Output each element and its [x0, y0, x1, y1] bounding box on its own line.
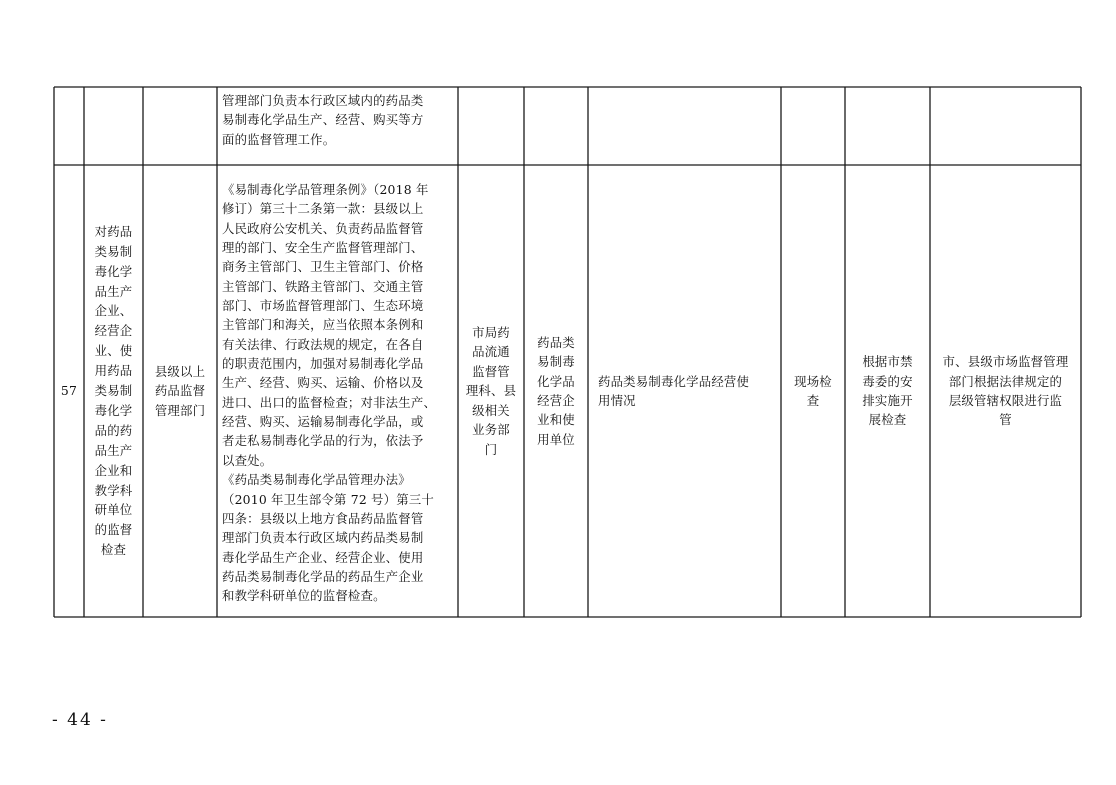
prev-row-basis-cell	[222, 91, 454, 149]
target-line: 经营企	[537, 393, 575, 408]
item-line: 毒化学	[94, 263, 133, 279]
basis-line: 有关法律、行政法规的规定，在各自	[222, 336, 424, 352]
item-line: 企业和	[94, 462, 133, 478]
basis-line: 商务主管部门、卫生主管部门、价格	[222, 259, 424, 275]
subject-line: 药品监督	[154, 383, 206, 399]
target-cell	[524, 165, 588, 617]
basis-line: 修订）第三十二条第一款：县级以上	[222, 201, 424, 217]
content-line: 用情况	[598, 393, 636, 408]
target-line: 用单位	[537, 431, 575, 447]
item-name-cell	[84, 165, 143, 617]
implementer-line: 监督管	[472, 363, 510, 379]
frequency-line: 展检查	[868, 412, 907, 428]
item-line: 教学科	[94, 482, 133, 498]
implementer-line: 品流通	[472, 344, 510, 360]
basis-line: 四条：县级以上地方食品药品监督管	[222, 510, 424, 526]
basis-line: 毒化学品生产企业、经营企业、使用	[222, 549, 424, 565]
basis-line: 管理部门负责本行政区域内的药品类	[222, 93, 424, 108]
frequency-line: 根据市禁	[862, 354, 913, 370]
basis-line: 生产、经营、购买、运输、价格以及	[222, 375, 424, 391]
remark-line: 市、县级市场监督管理	[942, 354, 1069, 370]
content-cell	[588, 165, 781, 617]
method-line: 现场检	[794, 373, 832, 389]
remark-cell	[930, 165, 1081, 617]
subject-line: 管理部门	[154, 402, 206, 418]
subject-line: 县级以上	[154, 363, 206, 379]
basis-line: 药品类易制毒化学品的药品生产企业	[222, 568, 424, 584]
remark-line: 管	[999, 412, 1012, 428]
basis-line: 和教学科研单位的监督检查。	[222, 588, 386, 604]
item-line: 的监督	[94, 522, 133, 538]
method-cell	[781, 165, 845, 617]
basis-line: （2010 年卫生部令第 72 号）第三十	[222, 491, 435, 507]
frequency-line: 毒委的安	[862, 373, 913, 389]
item-line: 对药品	[94, 223, 133, 239]
item-line: 类易制	[94, 243, 133, 259]
basis-line: 理的部门、安全生产监督管理部门、	[222, 240, 424, 256]
item-line: 毒化学	[94, 402, 133, 418]
basis-line: 主管部门和海关，应当依照本条例和	[222, 317, 424, 333]
row-number-cell	[54, 165, 84, 617]
item-line: 品生产	[94, 442, 133, 458]
item-line: 研单位	[94, 502, 133, 518]
remark-line: 部门根据法律规定的	[948, 373, 1063, 389]
frequency-cell	[845, 165, 930, 617]
item-line: 经营企	[94, 323, 133, 339]
implementer-line: 级相关	[472, 402, 510, 418]
remark-line: 层级管辖权限进行监	[948, 393, 1063, 408]
method-line: 查	[806, 393, 820, 408]
basis-line: 以查处。	[222, 452, 273, 468]
item-line: 业、使	[94, 343, 133, 359]
implementer-line: 业务部	[472, 422, 510, 438]
item-line: 企业、	[94, 303, 133, 319]
basis-line: 经营、购买、运输易制毒化学品，或	[222, 414, 424, 430]
page-number: - 44 -	[52, 710, 108, 730]
item-line: 品的药	[94, 422, 133, 438]
basis-line: 理部门负责本行政区域内药品类易制	[222, 530, 424, 546]
target-line: 业和使	[537, 412, 575, 428]
subject-cell	[143, 165, 217, 617]
basis-line: 人民政府公安机关、负责药品监督管	[222, 220, 424, 236]
basis-line: 部门、市场监督管理部门、生态环境	[222, 298, 424, 314]
basis-line: 《易制毒化学品管理条例》（2018 年	[222, 182, 429, 197]
basis-line: 主管部门、铁路主管部门、交通主管	[222, 278, 424, 294]
target-line: 易制毒	[537, 354, 575, 370]
frequency-line: 排实施开	[862, 393, 913, 408]
legal-basis-cell	[222, 180, 454, 606]
target-line: 药品类	[537, 334, 575, 350]
item-line: 类易制	[94, 383, 133, 399]
basis-line: 面的监督管理工作。	[222, 131, 336, 147]
implementer-line: 市局药	[472, 325, 510, 341]
row-number: 57	[60, 383, 78, 399]
basis-line: 进口、出口的监督检查；对非法生产、	[222, 394, 437, 410]
item-line: 用药品	[94, 363, 133, 379]
content-line: 药品类易制毒化学品经营使	[598, 373, 750, 389]
basis-line: 的职责范围内，加强对易制毒化学品	[222, 356, 424, 372]
implementer-line: 理科、县	[465, 383, 517, 399]
basis-line: 《药品类易制毒化学品管理办法》	[222, 472, 411, 488]
implementer-line: 门	[484, 441, 498, 457]
basis-line: 易制毒化学品生产、经营、购买等方	[222, 112, 424, 128]
item-line: 品生产	[94, 283, 133, 299]
implementer-cell	[458, 165, 524, 617]
basis-line: 者走私易制毒化学品的行为，依法予	[222, 433, 424, 449]
target-line: 化学品	[537, 373, 575, 389]
item-line: 检查	[100, 542, 127, 558]
